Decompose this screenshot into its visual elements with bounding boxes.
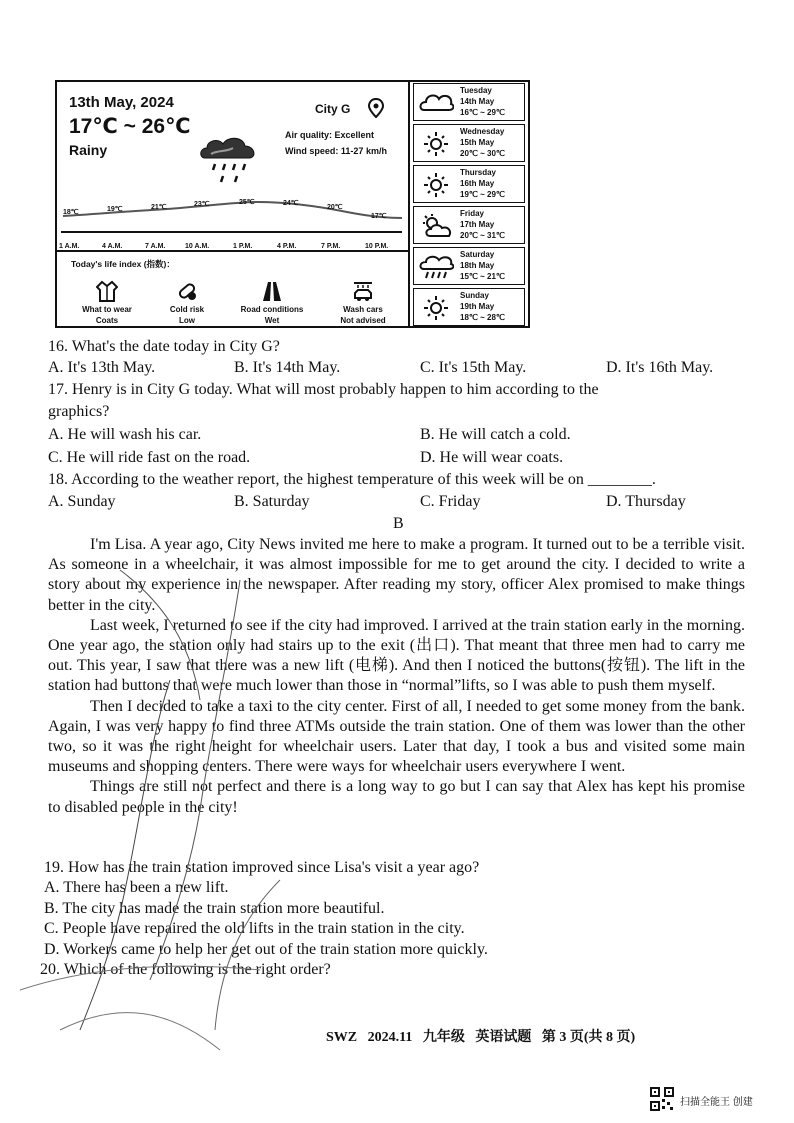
forecast-date: 17th May xyxy=(460,220,495,229)
forecast-day xyxy=(413,165,525,203)
sun-icon xyxy=(418,295,454,321)
forecast-date: 16th May xyxy=(460,179,495,188)
pen-scribble-marks xyxy=(0,560,360,1080)
sun-icon xyxy=(418,172,454,198)
forecast-date: 18th May xyxy=(460,261,495,270)
question-16-stem: 16. What's the date today in City G? xyxy=(48,338,280,355)
pill-icon xyxy=(176,280,198,302)
hourly-temp: 17℃ xyxy=(371,213,387,220)
life-index-value: Low xyxy=(179,316,195,325)
question-19-option-d: D. Workers came to help her get out of the train station more quickly. xyxy=(44,941,488,958)
forecast-day xyxy=(413,247,525,285)
weather-wind-speed: Wind speed: 11-27 km/h xyxy=(285,146,387,156)
scanner-watermark: 扫描全能王 创建 xyxy=(680,1097,753,1108)
weather-date: 13th May, 2024 xyxy=(69,94,174,111)
forecast-date: 14th May xyxy=(460,97,495,106)
forecast-dayname: Sunday xyxy=(460,291,489,300)
rain-cloud-icon xyxy=(197,132,261,190)
location-pin-icon xyxy=(367,98,385,118)
hourly-time: 4 P.M. xyxy=(277,243,297,250)
life-index-value: Wet xyxy=(264,316,280,325)
question-20-stem: 20. Which of the following is the right order? xyxy=(40,961,331,978)
forecast-temp: 20℃ ~ 31℃ xyxy=(460,231,505,240)
question-18-option-d: D. Thursday xyxy=(606,493,686,510)
forecast-panel xyxy=(410,82,528,328)
life-index-value: Not advised xyxy=(340,316,386,325)
forecast-temp: 15℃ ~ 21℃ xyxy=(460,272,505,281)
forecast-day xyxy=(413,206,525,244)
rain-icon xyxy=(418,254,454,280)
hourly-temp: 20℃ xyxy=(327,204,343,211)
question-19-option-b: B. The city has made the train station more beautiful. xyxy=(44,900,385,917)
hourly-temp: 23℃ xyxy=(194,201,210,208)
weather-graphic xyxy=(55,80,530,328)
forecast-day xyxy=(413,288,525,326)
forecast-dayname: Friday xyxy=(460,209,485,218)
hourly-temp: 19℃ xyxy=(107,206,123,213)
question-17-stem: 17. Henry is in City G today. What will most probably happen to him according to the xyxy=(48,381,599,398)
forecast-temp: 16℃ ~ 29℃ xyxy=(460,108,505,117)
hourly-time: 7 P.M. xyxy=(321,243,341,250)
life-index-wear xyxy=(67,280,147,326)
question-18-option-b: B. Saturday xyxy=(234,493,310,510)
life-index-title: Today's life index (指数)： xyxy=(71,259,175,269)
question-16-option-b: B. It's 14th May. xyxy=(234,359,341,376)
road-icon xyxy=(261,280,283,302)
partly-cloudy-icon xyxy=(418,213,454,239)
weather-condition: Rainy xyxy=(69,142,108,158)
hourly-temp-curve xyxy=(57,192,407,242)
coat-icon xyxy=(96,280,118,302)
hourly-time: 1 P.M. xyxy=(233,243,253,250)
question-18-option-c: C. Friday xyxy=(420,493,481,510)
forecast-dayname: Tuesday xyxy=(460,86,492,95)
weather-temp-range: 17℃ ~ 26℃ xyxy=(69,115,191,138)
question-17-option-d: D. He will wear coats. xyxy=(420,449,564,466)
hourly-time: 1 A.M. xyxy=(59,243,80,250)
life-index-name: What to wear xyxy=(82,305,132,314)
hourly-temp: 24℃ xyxy=(283,200,299,207)
hourly-temp: 25℃ xyxy=(239,199,255,206)
life-index-wash xyxy=(323,280,403,326)
cloud-icon xyxy=(418,90,454,116)
life-index-name: Cold risk xyxy=(169,305,205,314)
hourly-time: 10 P.M. xyxy=(365,243,389,250)
hourly-temp: 21℃ xyxy=(151,204,167,211)
weather-air-quality: Air quality: Excellent xyxy=(285,130,375,140)
forecast-date: 15th May xyxy=(460,138,495,147)
passage-paragraph: Things are still not perfect and there is a long way to go but I can say that Alex has kept his promise to disabled people in the city! xyxy=(48,778,745,816)
question-19-stem: 19. How has the train station improved since Lisa's visit a year ago? xyxy=(44,859,480,876)
question-17-option-a: A. He will wash his car. xyxy=(48,426,202,443)
question-16-option-a: A. It's 13th May. xyxy=(48,359,156,376)
question-17-option-c: C. He will ride fast on the road. xyxy=(48,449,251,466)
life-index-road xyxy=(232,280,312,326)
question-18-option-a: A. Sunday xyxy=(48,493,116,510)
car-wash-icon xyxy=(352,280,374,302)
question-18-stem: 18. According to the weather report, the highest temperature of this week will be on ________. xyxy=(48,471,656,488)
forecast-dayname: Thursday xyxy=(460,168,497,177)
forecast-temp: 20℃ ~ 30℃ xyxy=(460,149,505,158)
weather-today-panel xyxy=(57,82,410,252)
passage-paragraph: Last week, I returned to see if the city had improved. I arrived at the train station early in the morning. One year ago, the station only had stairs up to the exit (出口). That meant that three men had to carry me out. This year, I saw that there was a new lift (电梯). And then I noticed the buttons(按钮). The lift in the station had buttons that were much lower than those in “normal”lifts, so I was able to push them myself. xyxy=(48,616,745,695)
section-b-label: B xyxy=(393,515,404,532)
question-17-option-b: B. He will catch a cold. xyxy=(420,426,571,443)
forecast-day xyxy=(413,124,525,162)
forecast-date: 19th May xyxy=(460,302,495,311)
hourly-time: 10 A.M. xyxy=(185,243,210,250)
life-index-value: Coats xyxy=(95,316,119,325)
forecast-temp: 19℃ ~ 29℃ xyxy=(460,190,505,199)
forecast-dayname: Saturday xyxy=(460,250,495,259)
weather-city: City G xyxy=(315,102,351,116)
qr-code-icon xyxy=(650,1087,674,1111)
sun-icon xyxy=(418,131,454,157)
question-16-option-d: D. It's 16th May. xyxy=(606,359,714,376)
passage-paragraph: I'm Lisa. A year ago, City News invited me here to make a program. It turned out to be a terrible visit. As someone in a wheelchair, it was almost impossible for me to get around the city. I decided to write a story about my experience in the newspaper. After reading my story, officer Alex promised to make things better in the city. xyxy=(48,536,745,614)
hourly-time: 7 A.M. xyxy=(145,243,166,250)
forecast-dayname: Wednesday xyxy=(460,127,505,136)
forecast-day xyxy=(413,83,525,121)
life-index-panel xyxy=(57,252,410,328)
question-19-option-a: A. There has been a new lift. xyxy=(44,879,229,896)
life-index-name: Wash cars xyxy=(343,305,383,314)
hourly-time: 4 A.M. xyxy=(102,243,123,250)
passage-paragraph: Then I decided to take a taxi to the city center. First of all, I needed to get some money from the bank. Again, I was very happy to find three ATMs outside the train station. One of them was lower than the other two, so it was the right height for wheelchair users. Later that day, I took a bus and visited some main museums and shopping centers. There were ways for wheelchair users everywhere I went. xyxy=(48,697,745,776)
page-footer: SWZ 2024.11 九年级 英语试题 第 3 页(共 8 页) xyxy=(326,1030,636,1045)
life-index-name: Road conditions xyxy=(240,305,304,314)
life-index-cold xyxy=(147,280,227,326)
question-17-stem-cont: graphics? xyxy=(48,403,110,420)
forecast-temp: 18℃ ~ 28℃ xyxy=(460,313,505,322)
question-19-option-c: C. People have repaired the old lifts in the train station in the city. xyxy=(44,920,465,937)
question-16-option-c: C. It's 15th May. xyxy=(420,359,527,376)
hourly-temp: 18℃ xyxy=(63,209,79,216)
